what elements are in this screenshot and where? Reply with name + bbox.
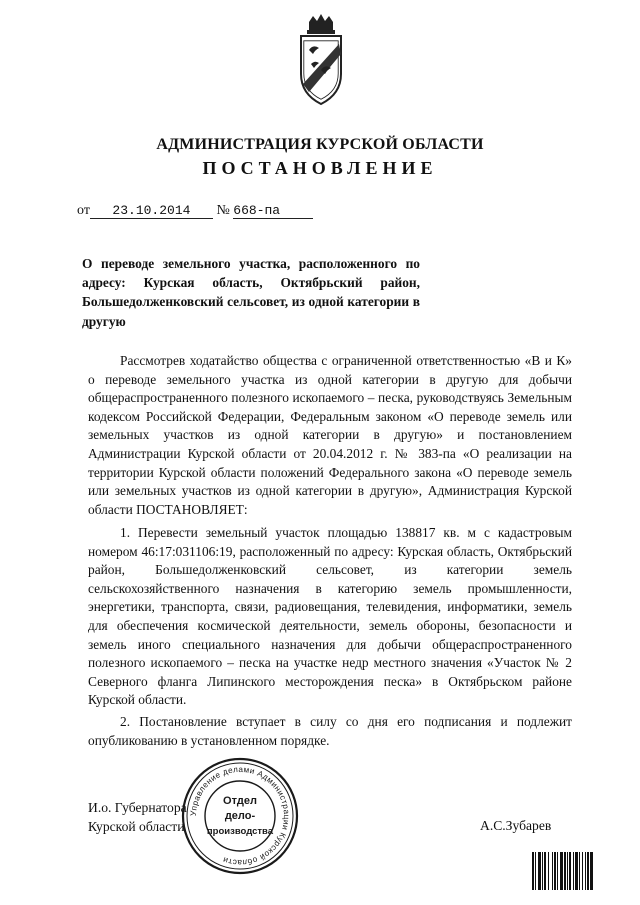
barcode-bar	[535, 852, 536, 890]
barcode-bar	[573, 852, 574, 890]
official-stamp-icon	[180, 756, 300, 876]
resolution-item-2: 2. Постановление вступает в силу со дня его подписания и подлежит опубликованию в установленном порядке.	[88, 714, 572, 748]
stamp-ring-text: Управление делами Администрации Курской области	[188, 764, 292, 868]
document-date-field	[90, 203, 213, 219]
resolution-item-1: 1. Перевести земельный участок площадью 138817 кв. м с кадастровым номером 46:17:031106:19, расположенный по адресу: Курская область, Октябрьский район, Большедолженковский сельсовет, из категории земель сельскохозяйственного назначения в категорию земель промышленности, энергетики, транспорта, связи, радиовещания, телевидения, информатики, земель для обеспечения космической деятельности, земель обороны, безопасности и земель иного специального назначения для добычи общераспространенного полезного ископаемого – песка на участке недр местного значения «Участок № 2 Северного фланга Липинского месторождения песка» в Октябрьском районе Курской области.	[88, 525, 572, 708]
barcode-bar	[538, 852, 541, 890]
signatory-title-line2: Курской области	[88, 819, 185, 834]
document-number-field	[233, 203, 313, 219]
stamp-center-line3: производства	[206, 826, 274, 837]
organization-name: АДМИНИСТРАЦИЯ КУРСКОЙ ОБЛАСТИ	[156, 136, 484, 153]
stamp-center-line1: Отдел	[223, 795, 257, 807]
preamble-paragraph: Рассмотрев ходатайство общества с ограниченной ответственностью «В и К» о переводе земельного участка из одной категории в другую для добычи общераспространенного полезного ископаемого – песка, руководствуясь Земельным кодексом Российской Федерации, Федеральным законом «О переводе земель или земельных участков из одной категории в другую» и постановлением Администрации Курской области от 20.04.2012 г. № 383-па «О реализации на территории Курской области положений Федерального закона «О переводе земель или земельных участков из одной категории в другую», Администрация Курской области ПОСТАНОВЛЯЕТ:	[88, 353, 572, 517]
stamp-center-line2: дело-	[224, 810, 256, 822]
barcode-bar	[557, 852, 558, 890]
barcode-bar	[564, 852, 566, 890]
number-prefix: №	[216, 203, 230, 218]
barcode-bar	[552, 852, 553, 890]
barcode-bar	[575, 852, 578, 890]
document-number: 668-па	[233, 203, 281, 218]
coat-of-arms-icon	[295, 14, 347, 110]
document-date: 23.10.2014	[112, 203, 191, 218]
document-type: ПОСТАНОВЛЕНИЕ	[202, 158, 438, 178]
barcode-bar	[579, 852, 580, 890]
barcode-icon	[532, 852, 618, 890]
barcode-bar	[560, 852, 563, 890]
signatory-title	[88, 798, 187, 836]
document-subject: О переводе земельного участка, расположенного по адресу: Курская область, Октябрьский район, Большедолженковский сельсовет, из одной категории в другую	[82, 256, 420, 329]
signatory-name: А.С.Зубарев	[480, 818, 552, 833]
barcode-bar	[585, 852, 586, 890]
barcode-bar	[554, 852, 556, 890]
registration-line	[77, 203, 313, 219]
barcode-bar	[569, 852, 571, 890]
barcode-bar	[532, 852, 534, 890]
barcode-bar	[587, 852, 589, 890]
barcode-bar	[582, 852, 583, 890]
barcode-bar	[567, 852, 568, 890]
barcode-bar	[544, 852, 546, 890]
barcode-bar	[548, 852, 549, 890]
date-prefix: от	[77, 203, 90, 218]
barcode-bar	[590, 852, 593, 890]
signatory-title-line1: И.о. Губернатора	[88, 800, 187, 815]
barcode-bar	[542, 852, 543, 890]
